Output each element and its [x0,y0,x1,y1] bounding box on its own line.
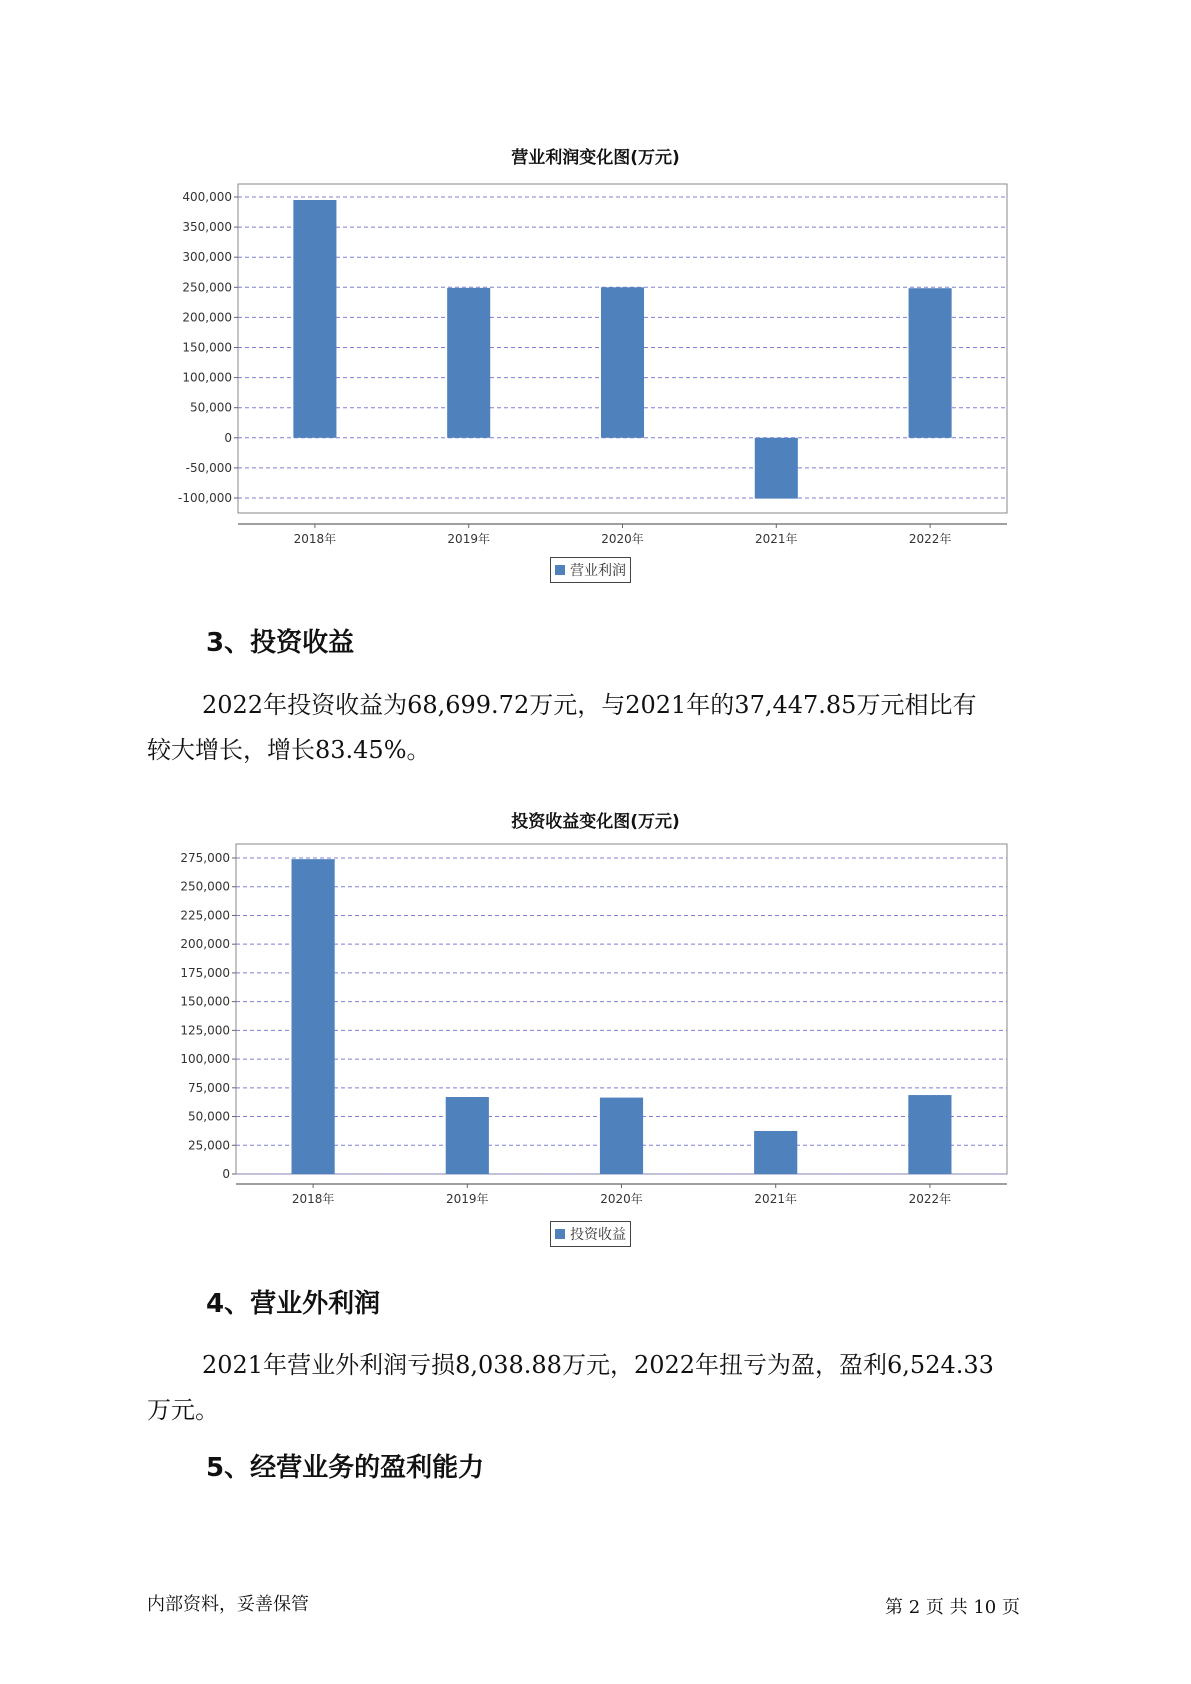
y-tick-label: 25,000 [188,1138,230,1153]
y-tick-label: 100,000 [182,370,232,385]
y-tick-label: -50,000 [185,460,232,475]
x-tick-label: 2018年 [293,532,337,546]
legend-label: 营业利润 [570,563,626,579]
x-tick-label: 2021年 [754,1192,797,1206]
y-tick-label: 250,000 [182,280,232,295]
x-tick-label: 2020年 [601,532,644,546]
x-tick-label: 2019年 [446,1192,489,1206]
section-heading-profitability: 5、经营业务的盈利能力 [206,1453,485,1483]
y-tick-label: 200,000 [182,310,232,325]
paragraph-line: 2021年营业外利润亏损8,038.88万元，2022年扭亏为盈，盈利6,524.33 [202,1351,994,1379]
bar [292,859,335,1174]
section-heading-non-operating-profit: 4、营业外利润 [206,1289,381,1319]
paragraph-line: 万元。 [147,1396,219,1424]
chart-title-operating-profit: 营业利润变化图(万元) [511,148,680,168]
y-tick-label: 350,000 [182,220,232,235]
y-tick-label: 200,000 [180,937,230,952]
y-tick-label: 50,000 [190,400,232,415]
footer-confidential-note: 内部资料，妥善保管 [147,1594,309,1615]
y-tick-label: 100,000 [180,1052,230,1067]
y-tick-label: 0 [224,430,232,445]
y-tick-label: -100,000 [178,491,232,505]
legend-label: 投资收益 [570,1227,626,1243]
legend-swatch-icon [555,1229,565,1239]
x-tick-label: 2022年 [908,532,952,546]
x-tick-label: 2018年 [291,1192,335,1206]
x-tick-label: 2019年 [447,532,490,546]
x-tick-label: 2022年 [908,1192,952,1206]
footer-page-number: 第 2 页 共 10 页 [885,1597,1020,1618]
bar [446,1097,489,1174]
y-tick-label: 150,000 [180,994,230,1009]
y-tick-label: 225,000 [180,908,230,923]
y-tick-label: 75,000 [188,1080,230,1095]
paragraph-non-operating-profit [147,1343,1077,1433]
paragraph-line: 2022年投资收益为68,699.72万元，与2021年的37,447.85万元相比有 [202,691,977,719]
section-heading-investment-income: 3、投资收益 [206,628,355,658]
y-tick-label: 250,000 [180,879,230,894]
paragraph-line: 较大增长，增长83.45%。 [147,736,431,764]
bar [754,1131,797,1174]
y-tick-label: 0 [222,1167,230,1181]
y-tick-label: 150,000 [182,340,232,355]
bar [908,1095,951,1174]
y-tick-label: 300,000 [182,250,232,265]
bar [600,1098,643,1174]
chart-legend-investment-income [550,1221,631,1247]
y-tick-label: 400,000 [182,190,232,204]
y-tick-label: 50,000 [188,1109,230,1124]
y-tick-label: 275,000 [180,851,230,865]
x-tick-label: 2021年 [755,532,798,546]
y-tick-label: 175,000 [180,965,230,980]
chart-title-investment-income: 投资收益变化图(万元) [511,812,680,832]
x-tick-label: 2020年 [600,1192,643,1206]
y-tick-label: 125,000 [180,1023,230,1038]
